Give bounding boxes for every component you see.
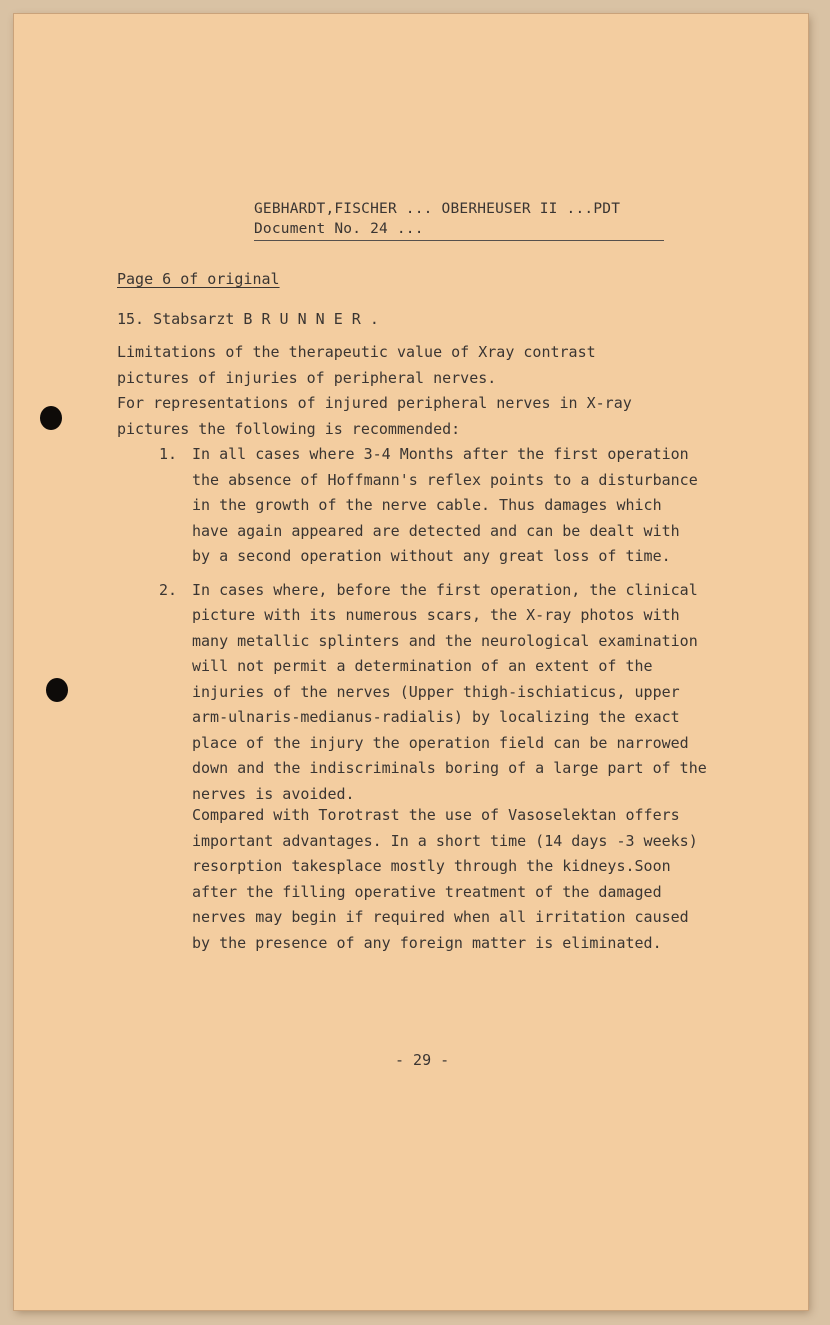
paragraph-line: after the filling operative treatment of the damaged [192,882,662,901]
intro-line: Limitations of the therapeutic value of Xray contrast [117,343,596,361]
intro-paragraph [117,340,797,442]
item-line: many metallic splinters and the neurological examination [192,631,698,650]
paragraph-line: nerves may begin if required when all irritation caused [192,908,689,926]
paragraph-line: Compared with Torotrast the use of Vasoselektan offers [192,806,680,824]
intro-line: pictures the following is recommended: [117,419,461,438]
punch-hole-bottom [46,678,68,702]
document-header [254,199,664,241]
item-line: by a second operation without any great loss of time. [192,547,671,565]
item-line: will not permit a determination of an extent of the [192,657,653,675]
item-line: In cases where, before the first operation, the clinical [192,580,698,599]
item-line: injuries of the nerves (Upper thigh-ischiaticus, upper [192,682,680,701]
item-line: In all cases where 3-4 Months after the first operation [192,445,689,463]
section-title: 15. Stabsarzt B R U N N E R . [117,310,379,328]
list-item [159,578,799,808]
item-line: down and the indiscriminals boring of a large part of the [192,759,707,777]
paragraph-line: important advantages. In a short time (14 days -3 weeks) [192,831,698,850]
intro-line: For representations of injured peripheral nerves in X-ray [117,394,632,412]
item-number: 1. [159,445,178,463]
item-line: have again appeared are detected and can be dealt with [192,521,680,540]
item-line: in the growth of the nerve cable. Thus damages which [192,496,662,514]
item-line: the absence of Hoffmann's reflex points to a disturbance [192,470,698,489]
item-line: arm-ulnaris-medianus-radialis) by localizing the exact [192,708,680,726]
intro-line: pictures of injuries of peripheral nerves. [117,368,497,387]
page-number: - 29 - [395,1051,450,1069]
paragraph-line: resorption takesplace mostly through the kidneys.Soon [192,857,671,875]
recommendation-list [159,442,799,807]
document-page [14,14,808,1310]
header-case-title: GEBHARDT,FISCHER ... OBERHEUSER II ...PDT [254,201,621,217]
page-reference: Page 6 of original [117,270,280,288]
comparison-paragraph [192,803,802,956]
item-line: place of the injury the operation field can be narrowed [192,733,689,752]
list-item [159,442,799,570]
paragraph-line: by the presence of any foreign matter is eliminated. [192,933,662,952]
punch-hole-top [40,406,62,430]
header-document-number: Document No. 24 ... [254,219,664,241]
item-line: picture with its numerous scars, the X-ray photos with [192,606,680,624]
item-line: nerves is avoided. [192,784,355,803]
item-number: 2. [159,580,178,599]
